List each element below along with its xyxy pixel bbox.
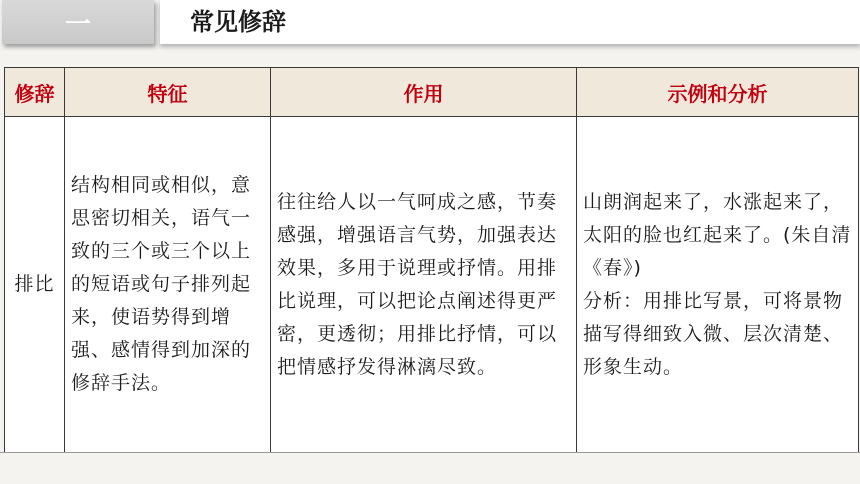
feature-cell: 结构相同或相似，意思密切相关，语气一致的三个或三个以上的短语或句子排列起来，使语势得到增强、感情得到加深的修辞手法。 <box>65 117 271 453</box>
rhetoric-table <box>4 67 859 453</box>
example-text: 山朗润起来了，水涨起来了，太阳的脸也红起来了。(朱自清《春》) <box>583 190 852 279</box>
column-header-function: 作用 <box>271 68 577 117</box>
rhetoric-name-cell: 排比 <box>5 117 65 453</box>
section-number-tag: 一 <box>2 0 154 44</box>
column-header-rhetoric: 修辞 <box>5 68 65 117</box>
table-row <box>5 117 859 453</box>
function-cell: 往往给人以一气呵成之感，节奏感强，增强语言气势，加强表达效果，多用于说理或抒情。用排比说理，可以把论点阐述得更严密，更透彻；用排比抒情，可以把情感抒发得淋漓尽致。 <box>271 117 577 453</box>
bottom-divider <box>0 452 860 453</box>
column-header-example: 示例和分析 <box>577 68 859 117</box>
column-header-feature: 特征 <box>65 68 271 117</box>
section-title: 常见修辞 <box>190 8 286 36</box>
example-cell <box>577 117 859 453</box>
table-header-row <box>5 68 859 117</box>
analysis-text: 分析：用排比写景，可将景物描写得细致入微、层次清楚、形象生动。 <box>583 289 844 378</box>
